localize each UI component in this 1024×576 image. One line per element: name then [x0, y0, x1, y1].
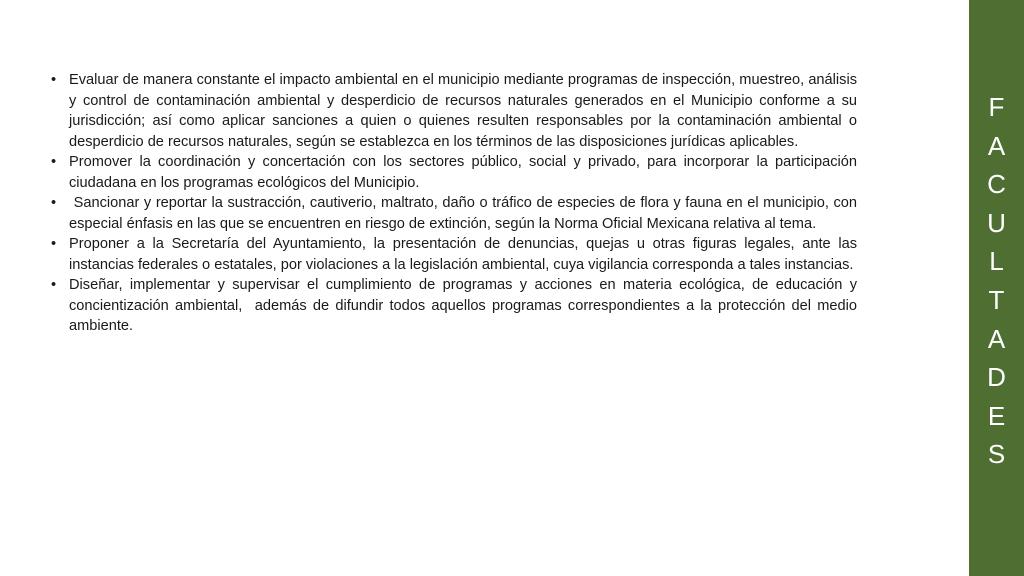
bullet-item: • Proponer a la Secretaría del Ayuntamiento, la presentación de denuncias, quejas u otras figuras legales, ante las instancias federales o estatales, por violaciones a la legislación ambiental, cuya vigilancia corresponda a tales instancias.: [50, 234, 857, 275]
sidebar-title-letter: T: [988, 284, 1005, 315]
sidebar-title-letter: A: [987, 323, 1006, 354]
sidebar-title-letter: S: [987, 439, 1006, 470]
sidebar-title-letter: D: [987, 362, 1006, 393]
bullet-item: • Evaluar de manera constante el impacto ambiental en el municipio mediante programas de inspección, muestreo, análisis y control de contaminación ambiental y desperdicio de recursos naturales generados en el Municipio conforme a su jurisdicción; así como aplicar sanciones a quien o quienes resulten responsables por la contaminación ambiental o desperdicio de recursos naturales, según se establezca en los términos de las disposiciones jurídicas aplicables.: [50, 70, 857, 152]
sidebar-panel: [969, 0, 1024, 576]
slide-content: [50, 70, 862, 337]
sidebar-title-letter: A: [987, 130, 1006, 161]
sidebar-title-letter: C: [987, 169, 1006, 200]
sidebar-title: [969, 88, 1024, 474]
sidebar-title-letter: E: [987, 400, 1006, 431]
sidebar-title-letter: U: [987, 207, 1006, 238]
bullet-list: [50, 70, 862, 337]
sidebar-title-letter: L: [989, 246, 1004, 277]
bullet-item: • Promover la coordinación y concertación con los sectores público, social y privado, para incorporar la participación ciudadana en los programas ecológicos del Municipio.: [50, 152, 857, 193]
sidebar-title-letter: F: [988, 92, 1005, 122]
bullet-item: • Sancionar y reportar la sustracción, cautiverio, maltrato, daño o tráfico de especies de flora y fauna en el municipio, con especial énfasis en las que se encuentren en riesgo de extinción, según la Norma Oficial Mexicana relativa al tema.: [50, 193, 857, 234]
bullet-item: • Diseñar, implementar y supervisar el cumplimiento de programas y acciones en materia ecológica, de educación y concientización ambiental, además de difundir todos aquellos programas correspondientes a la protección del medio ambiente.: [50, 275, 857, 337]
